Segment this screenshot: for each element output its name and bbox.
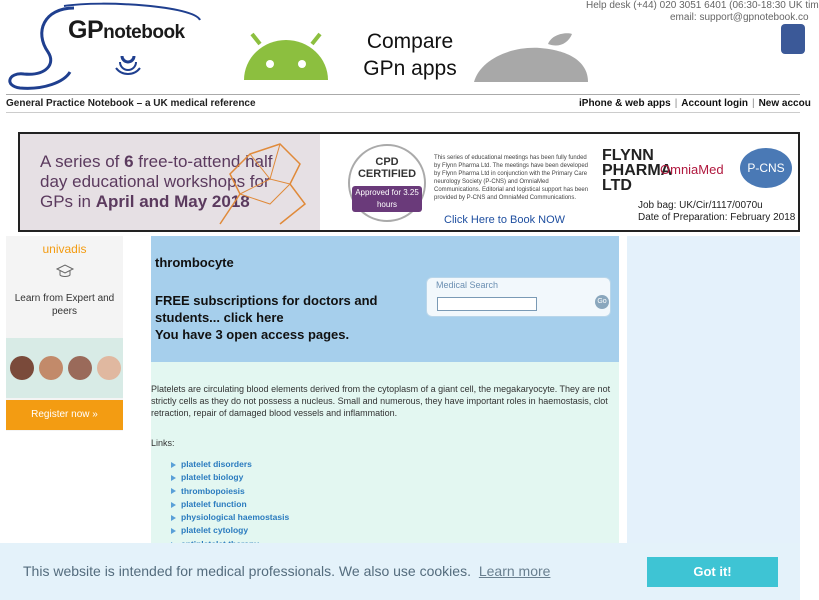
- link-item[interactable]: platelet biology: [171, 472, 289, 485]
- nav-account-login-link[interactable]: Account login: [681, 98, 748, 109]
- cpd-badge: CPD CERTIFIED Approved for 3.25 hours: [348, 144, 426, 222]
- univadis-text: Learn from Expert and peers: [14, 293, 115, 317]
- nav-separator: |: [674, 98, 678, 109]
- book-now-link[interactable]: Click Here to Book NOW: [444, 214, 566, 226]
- medical-search-box: [426, 277, 611, 317]
- definition-text: Platelets are circulating blood elements derived from the cytoplasm of a giant cell, the megakaryocyte. They are not strictly cells as they do not possess a nucleus. Small and numerous, they have important roles in haemostasis, clot retraction, repair of damaged blood vessels and inflammation.: [151, 384, 611, 418]
- link-item[interactable]: thrombopoiesis: [171, 486, 289, 499]
- job-bag-text: Job bag: UK/Cir/1117/0070u Date of Preparation: February 2018: [638, 200, 796, 223]
- top-nav: [579, 98, 811, 109]
- flynn-pharma-logo: FLYNN PHARMA LTD: [602, 147, 672, 194]
- related-links: [171, 459, 289, 552]
- nav-new-account-link[interactable]: New accou: [758, 98, 811, 109]
- avatar: [39, 356, 63, 380]
- arrow-icon: [171, 528, 176, 534]
- univadis-ad[interactable]: [6, 236, 123, 431]
- links-label: Links:: [151, 438, 175, 448]
- arrow-icon: [171, 488, 176, 494]
- link-item[interactable]: platelet function: [171, 499, 289, 512]
- helpdesk-text: Help desk (+44) 020 3051 6401 (06:30-18:30 UK tim: [586, 0, 819, 11]
- nav-divider: [6, 112, 800, 113]
- omniamed-logo: OmniaMed: [660, 162, 724, 177]
- gpnotebook-logo[interactable]: [4, 2, 204, 92]
- logo-text: GPnotebook: [68, 16, 185, 44]
- avatar: [68, 356, 92, 380]
- pcns-logo: P-CNS: [740, 148, 792, 188]
- header-divider: [6, 94, 800, 95]
- email-text: email: support@gpnotebook.co: [670, 12, 809, 23]
- arrow-icon: [171, 475, 176, 481]
- nav-iphone-apps-link[interactable]: iPhone & web apps: [579, 98, 671, 109]
- network-head-icon: [210, 134, 320, 230]
- search-input[interactable]: [437, 297, 537, 311]
- compare-apps-link[interactable]: Compare GPn apps: [363, 30, 457, 80]
- banner-left-panel: [20, 134, 320, 230]
- facebook-icon[interactable]: [781, 24, 805, 54]
- banner-fine-print: This series of educational meetings has been fully funded by Flynn Pharma Ltd. The meetings have been developed by Flynn Pharma Ltd in conjunction with the Primary Care neurology Society (P-CNS) and OmniaMed Communications. Editorial and logistical support has been provided by P-CNS and OmniaMed Communications.: [434, 155, 589, 201]
- learn-more-link[interactable]: Learn more: [478, 563, 551, 579]
- header: [0, 0, 819, 96]
- cookie-message: This website is intended for medical professionals. We also use cookies. Learn more: [23, 563, 551, 579]
- search-label: Medical Search: [436, 280, 499, 290]
- subscription-promo[interactable]: FREE subscriptions for doctors and students... click here You have 3 open access pages.: [155, 293, 378, 342]
- android-icon[interactable]: [240, 34, 332, 84]
- avatar: [10, 356, 34, 380]
- arrow-icon: [171, 462, 176, 468]
- page-title: thrombocyte: [155, 255, 234, 270]
- graduation-cap-icon: [56, 264, 74, 278]
- search-go-button[interactable]: Go: [595, 295, 609, 309]
- register-now-button[interactable]: Register now »: [6, 400, 123, 430]
- apple-icon[interactable]: [470, 30, 590, 82]
- faces-image: [6, 338, 123, 398]
- univadis-logo: univadis: [42, 242, 87, 256]
- banner-ad[interactable]: [18, 132, 800, 232]
- cookie-banner: [0, 543, 800, 600]
- banner-headline: A series of 6 free-to-attend half day educational workshops for GPs in April and May 2018: [40, 152, 273, 211]
- tagline: General Practice Notebook – a UK medical reference: [6, 98, 256, 109]
- link-item[interactable]: platelet disorders: [171, 459, 289, 472]
- avatar: [97, 356, 121, 380]
- arrow-icon: [171, 515, 176, 521]
- link-item[interactable]: platelet cytology: [171, 525, 289, 538]
- cookie-accept-button[interactable]: Got it!: [647, 557, 778, 587]
- arrow-icon: [171, 502, 176, 508]
- nav-separator: |: [751, 98, 755, 109]
- link-item[interactable]: physiological haemostasis: [171, 512, 289, 525]
